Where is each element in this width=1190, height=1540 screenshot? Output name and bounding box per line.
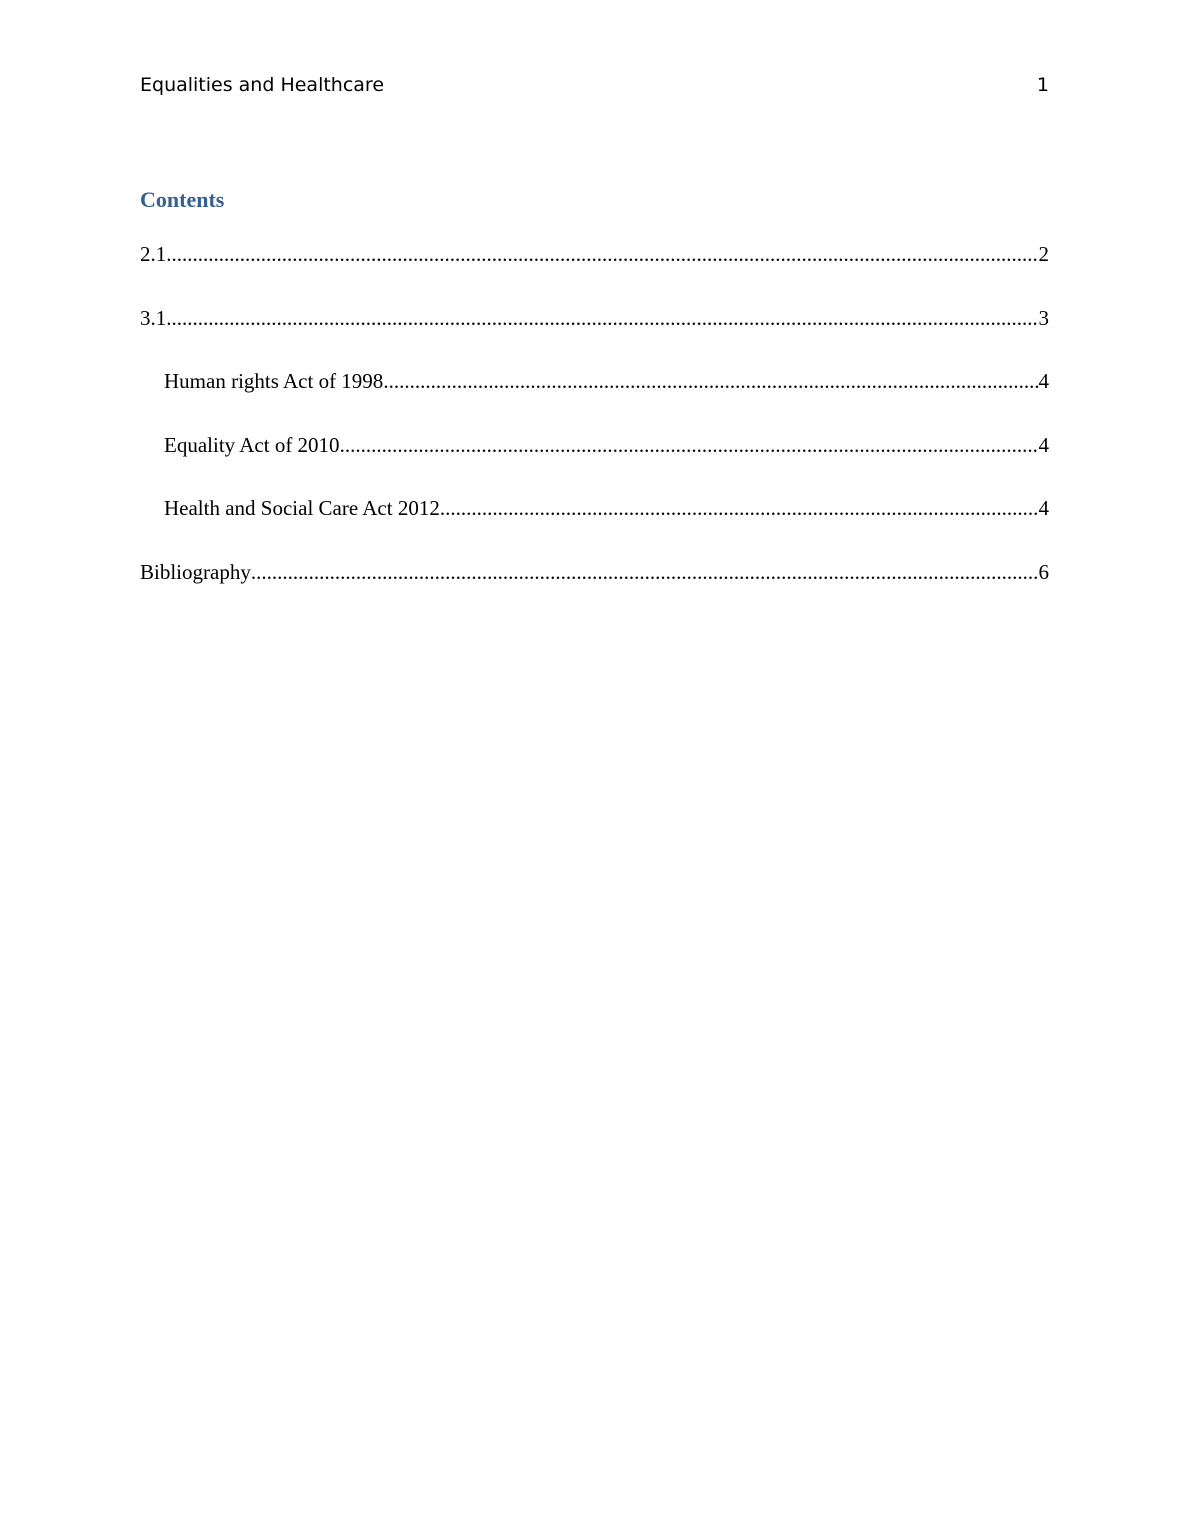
toc-entry-human-rights-act[interactable] — [140, 365, 1049, 397]
header-page-number: 1 — [1036, 74, 1049, 96]
page-header — [140, 71, 1049, 99]
toc-entry-page: 4 — [1038, 496, 1049, 520]
toc-entry-page: 4 — [1038, 369, 1049, 393]
toc-entry-3-1[interactable] — [140, 302, 1049, 334]
toc-dot-leader — [340, 429, 1039, 461]
toc-dot-leader — [251, 556, 1039, 588]
table-of-contents — [140, 238, 1049, 619]
toc-entry-health-social-care-act[interactable] — [140, 492, 1049, 524]
toc-entry-page: 3 — [1038, 305, 1049, 330]
toc-entry-page: 2 — [1038, 242, 1049, 266]
toc-entry-label: 3.1 — [140, 305, 167, 330]
toc-dot-leader — [166, 238, 1038, 270]
toc-heading: Contents — [140, 187, 225, 212]
toc-dot-leader — [166, 302, 1038, 334]
header-title: Equalities and Healthcare — [140, 74, 385, 96]
toc-entry-label: Bibliography — [140, 559, 251, 584]
toc-entry-label: 2.1 — [140, 242, 167, 266]
toc-entry-label: Equality Act of 2010 — [164, 432, 340, 457]
toc-dot-leader — [440, 492, 1039, 524]
toc-entry-label: Health and Social Care Act 2012 — [164, 496, 440, 520]
toc-entry-2-1[interactable] — [140, 238, 1049, 270]
toc-entry-page: 6 — [1038, 559, 1049, 584]
toc-dot-leader — [383, 365, 1038, 397]
toc-entry-equality-act[interactable] — [140, 429, 1049, 461]
toc-entry-label: Human rights Act of 1998 — [164, 369, 384, 393]
toc-entry-bibliography[interactable] — [140, 556, 1049, 588]
toc-entry-page: 4 — [1038, 432, 1049, 457]
